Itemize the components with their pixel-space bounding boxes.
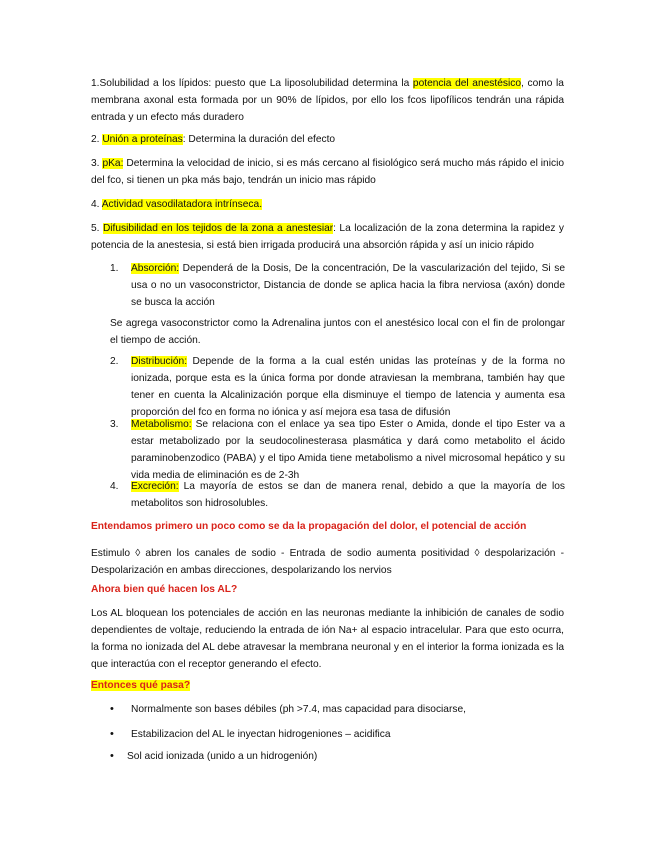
paragraph-actividad-vasodilatadora: 4. Actividad vasodilatadora intrínseca. (91, 199, 263, 210)
highlight-pka: pKa: (102, 158, 124, 169)
paragraph-solubilidad: 1.Solubilidad a los lípidos: puesto que La liposolubilidad determina la potencia del anestésico, como la membrana axonal esta formada por un 90% de lípidos, por ello los fcos lipofílicos tendrán una rápida entrada y un efecto más duradero (91, 78, 564, 123)
bullet-symbol: • (110, 703, 114, 715)
highlight-actividad: Actividad vasodilatadora intrínseca. (101, 199, 263, 210)
list-item-distribucion: Distribución: Depende de la forma a la cual estén unidas las proteínas y de la forma no ionizada, porque esta es la única forma por donde atraviesan la membrana, también hay que tener en cuenta la Alcalinización porque ella disminuye el tiempo de latencia y aumenta esa proporción del fco en forma no iónica y así mejora esa tasa de difusión (131, 356, 565, 418)
highlight-union-proteinas: Unión a proteínas (102, 134, 183, 145)
list-number: 3. (110, 419, 119, 430)
bullet-item: Estabilizacion del AL le inyectan hidrogeniones – acidifica (131, 729, 391, 740)
bullet-item: Normalmente son bases débiles (ph >7.4, mas capacidad para disociarse, (131, 704, 466, 715)
list-item-absorcion: Absorción: Dependerá de la Dosis, De la concentración, De la vascularización del tejido, Si se usa o no un vasoconstrictor, Distancia de donde se aplica hacia la fibra nerviosa (axón) donde se busca la acción (131, 263, 565, 308)
heading-entonces-que-pasa: Entonces qué pasa? (91, 680, 191, 691)
list-number: 1. (110, 263, 119, 274)
bullet-symbol: • (110, 750, 114, 762)
heading-que-hacen-al: Ahora bien qué hacen los AL? (91, 584, 238, 595)
list-number: 2. (110, 356, 119, 367)
heading-propagacion-dolor: Entendamos primero un poco como se da la propagación del dolor, el potencial de acción (91, 521, 527, 532)
list-number: 4. (110, 481, 119, 492)
paragraph-difusibilidad: 5. Difusibilidad en los tejidos de la zona a anestesiar: La localización de la zona determina la rapidez y potencia de la anestesia, si está bien irrigada producirá una absorción rápida y así un inicio rápido (91, 223, 564, 251)
list-item-metabolismo: Metabolismo: Se relaciona con el enlace ya sea tipo Ester o Amida, donde el tipo Ester va a estar metabolizado por la seudocolinesterasa plasmática y dará como metabolito el ácido paraminobenzodico (PABA) y el tipo Amida tiene metabolismo a nivel microsomal hepático y su vida media de eliminación es de 2-3h (131, 419, 565, 481)
bullet-symbol: • (110, 728, 114, 740)
paragraph-al-bloquean: Los AL bloquean los potenciales de acción en las neuronas mediante la inhibición de canales de sodio dependientes de voltaje, reduciendo la entrada de ión Na+ al espacio intracelular. Para que esto ocurra, la forma no ionizada del AL debe atravesar la membrana neuronal y en el interior la forma ionizada es la que interactúa con el receptor generando el efecto. (91, 608, 564, 670)
paragraph-estimulo: Estimulo ◊ abren los canales de sodio - Entrada de sodio aumenta positividad ◊ despolarización - Despolarización en ambas direcciones, despolarizando los nervios (91, 548, 564, 576)
paragraph-pka: 3. pKa: Determina la velocidad de inicio, si es más cercano al fisiológico será mucho más rápido el inicio del fco, si tienen un pka más bajo, tendrán un inicio mas rápido (91, 158, 564, 186)
paragraph-union-proteinas: 2. Unión a proteínas: Determina la duración del efecto (91, 134, 336, 145)
bullet-item: Sol acid ionizada (unido a un hidrogenión) (127, 751, 318, 762)
paragraph-vasoconstrictor-note: Se agrega vasoconstrictor como la Adrenalina juntos con el anestésico local con el fin de prolongar el tiempo de acción. (110, 318, 565, 346)
highlight-difusibilidad: Difusibilidad en los tejidos de la zona a anestesiar (102, 223, 334, 234)
highlight-potencia: potencia del anestésico (412, 78, 522, 89)
list-item-excrecion: Excreción: La mayoría de estos se dan de manera renal, debido a que la mayoría de los metabolitos son hidrosolubles. (131, 481, 565, 509)
